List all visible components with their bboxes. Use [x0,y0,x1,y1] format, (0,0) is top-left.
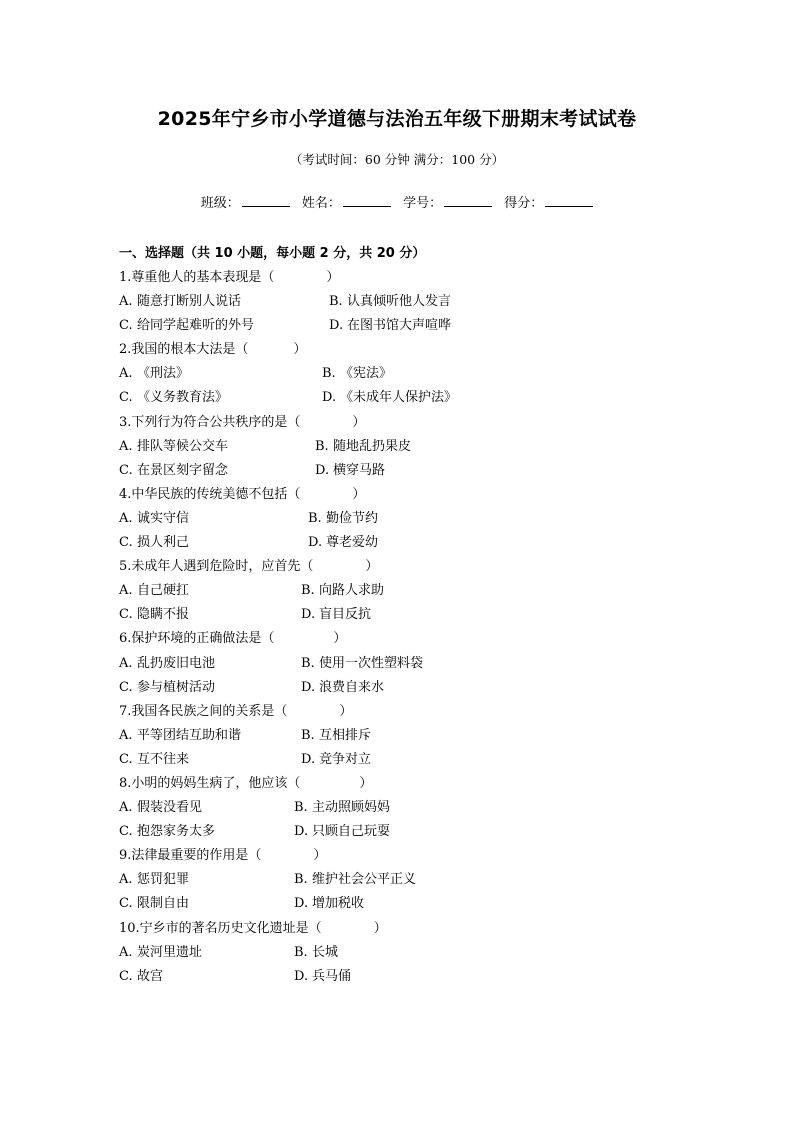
option-row [119,290,679,314]
closing-paren: ） [352,414,366,430]
answer-option[interactable] [308,531,378,555]
option-text: 《刑法》 [137,366,190,382]
question-text: 10.宁乡市的著名历史文化遗址是（ [119,920,322,936]
answer-option[interactable] [119,362,189,386]
question-text: 5.未成年人遇到危险时，应首先（ [119,559,314,575]
option-text: 维护社会公平正义 [312,872,417,888]
answer-option[interactable] [301,676,384,700]
option-letter: A. [119,510,133,526]
option-text: 《未成年人保护法》 [340,390,458,406]
answer-option[interactable] [301,748,371,772]
option-text: 限制自由 [137,896,190,912]
question-stem [119,266,679,290]
answer-option[interactable] [119,748,189,772]
answer-option[interactable] [329,314,451,338]
answer-option[interactable] [119,676,215,700]
question-stem [119,627,679,651]
class-blank[interactable] [242,194,290,207]
student-info-line [0,192,794,211]
option-letter: C. [119,968,133,984]
question-stem [119,917,679,941]
option-text: 向路人求助 [319,583,385,599]
option-text: 勤俭节约 [326,510,379,526]
option-row [119,314,679,338]
closing-paren: ） [339,703,353,719]
option-text: 隐瞒不报 [137,607,190,623]
answer-option[interactable] [119,603,189,627]
answer-option[interactable] [119,868,189,892]
answer-option[interactable] [315,459,385,483]
answer-option[interactable] [119,386,228,410]
option-letter: D. [329,318,344,334]
option-letter: B. [301,655,315,671]
option-text: 随意打断别人说话 [137,294,242,310]
option-letter: D. [315,462,330,478]
question-stem [119,338,679,362]
option-row [119,579,679,603]
option-row [119,435,679,459]
option-row [119,868,679,892]
option-text: 长城 [312,944,339,960]
answer-option[interactable] [301,652,423,676]
option-text: 浪费自来水 [319,679,385,695]
option-text: 兵马俑 [312,968,352,984]
answer-option[interactable] [119,892,189,916]
option-row [119,724,679,748]
option-letter: D. [301,607,316,623]
option-row [119,531,679,555]
question-stem [119,772,679,796]
answer-option[interactable] [322,362,392,386]
question-list [119,266,679,989]
option-letter: C. [119,751,133,767]
option-text: 认真倾听他人发言 [347,294,452,310]
option-letter: A. [119,366,133,382]
option-text: 惩罚犯罪 [137,872,190,888]
option-letter: D. [308,535,323,551]
option-text: 只顾自己玩耍 [312,824,391,840]
closing-paren: ） [352,486,366,502]
name-label: 姓名： [301,196,341,211]
option-row [119,820,679,844]
question-stem [119,844,679,868]
option-text: 炭河里遗址 [137,944,203,960]
answer-option[interactable] [119,941,202,965]
question-stem [119,700,679,724]
option-text: 尊老爱幼 [326,535,379,551]
option-letter: A. [119,294,133,310]
answer-option[interactable] [301,579,384,603]
answer-option[interactable] [119,314,254,338]
student-id-label: 学号： [403,196,443,211]
option-text: 故宫 [137,968,164,984]
question-text: 6.保护环境的正确做法是（ [119,631,275,647]
option-text: 使用一次性塑料袋 [319,655,424,671]
option-row [119,965,679,989]
class-label: 班级： [200,196,240,211]
option-text: 互相排斥 [319,727,372,743]
option-letter: A. [119,944,133,960]
option-letter: C. [119,607,133,623]
option-row [119,459,679,483]
option-text: 盲目反抗 [319,607,372,623]
student-id-field [403,192,492,211]
option-letter: B. [294,800,308,816]
option-letter: D. [294,896,309,912]
option-letter: B. [322,366,336,382]
option-text: 增加税收 [312,896,365,912]
answer-option[interactable] [315,435,411,459]
closing-paren: ） [359,775,373,791]
answer-option[interactable] [294,892,364,916]
option-text: 平等团结互助和谐 [137,727,242,743]
option-text: 诚实守信 [137,510,190,526]
option-letter: A. [119,583,133,599]
answer-option[interactable] [294,941,338,965]
closing-paren: ） [333,631,347,647]
closing-paren: ） [313,848,327,864]
exam-subtitle: （考试时间：60 分钟 满分：100 分） [289,152,505,167]
answer-option[interactable] [119,820,215,844]
option-text: 损人利己 [137,535,190,551]
option-letter: B. [329,294,343,310]
option-letter: A. [119,872,133,888]
closing-paren: ） [293,342,307,358]
option-text: 主动照顾妈妈 [312,800,391,816]
answer-option[interactable] [119,290,241,314]
option-letter: C. [119,535,133,551]
option-letter: A. [119,438,133,454]
option-letter: D. [322,390,337,406]
option-letter: A. [119,655,133,671]
answer-option[interactable] [329,290,451,314]
name-field [302,192,391,211]
answer-option[interactable] [301,724,371,748]
question-stem [119,555,679,579]
option-row [119,652,679,676]
answer-option[interactable] [119,435,228,459]
option-letter: B. [308,510,322,526]
option-letter: B. [301,727,315,743]
answer-option[interactable] [119,965,163,989]
question-text: 9.法律最重要的作用是（ [119,848,262,864]
answer-option[interactable] [119,796,202,820]
option-letter: D. [301,679,316,695]
closing-paren: ） [365,559,379,575]
answer-option[interactable] [119,531,189,555]
closing-paren: ） [373,920,387,936]
option-text: 《宪法》 [340,366,393,382]
question-text: 2.我国的根本大法是（ [119,342,249,358]
option-row [119,796,679,820]
question-stem [119,411,679,435]
option-letter: C. [119,824,133,840]
exam-title: 2025年宁乡市小学道德与法治五年级下册期末考试试卷 [157,108,637,130]
option-letter: C. [119,318,133,334]
option-text: 在景区刻字留念 [137,462,229,478]
option-letter: D. [294,824,309,840]
option-letter: C. [119,679,133,695]
option-row [119,386,679,410]
option-row [119,362,679,386]
answer-option[interactable] [119,652,215,676]
score-field [504,192,593,211]
option-row [119,941,679,965]
option-text: 参与植树活动 [137,679,216,695]
option-text: 假装没看见 [137,800,203,816]
option-text: 横穿马路 [333,462,386,478]
option-letter: A. [119,800,133,816]
name-blank[interactable] [343,194,391,207]
answer-option[interactable] [294,796,390,820]
answer-option[interactable] [294,820,390,844]
option-letter: D. [294,968,309,984]
score-label: 得分： [504,196,544,211]
option-text: 自己硬扛 [137,583,190,599]
question-text: 3.下列行为符合公共秩序的是（ [119,414,301,430]
option-letter: D. [301,751,316,767]
option-row [119,892,679,916]
option-text: 抱怨家务太多 [137,824,216,840]
option-text: 排队等候公交车 [137,438,229,454]
question-text: 1.尊重他人的基本表现是（ [119,270,275,285]
question-stem [119,483,679,507]
option-text: 竞争对立 [319,751,372,767]
option-row [119,676,679,700]
answer-option[interactable] [308,507,378,531]
question-text: 7.我国各民族之间的关系是（ [119,703,288,719]
option-letter: A. [119,727,133,743]
option-letter: B. [294,944,308,960]
closing-paren: ） [326,270,340,285]
answer-option[interactable] [322,386,457,410]
option-text: 《义务教育法》 [137,390,229,406]
answer-option[interactable] [294,868,416,892]
class-field [201,192,290,211]
option-letter: B. [294,872,308,888]
option-letter: B. [301,583,315,599]
option-row [119,748,679,772]
answer-option[interactable] [294,965,351,989]
option-letter: C. [119,390,133,406]
option-row [119,507,679,531]
score-blank[interactable] [545,194,593,207]
option-text: 随地乱扔果皮 [333,438,412,454]
option-text: 在图书馆大声喧哗 [347,318,452,334]
answer-option[interactable] [119,724,241,748]
section-heading: 一、选择题（共 10 小题，每小题 2 分，共 20 分） [119,246,426,261]
student-id-blank[interactable] [444,194,492,207]
option-letter: C. [119,896,133,912]
option-letter: C. [119,462,133,478]
option-text: 给同学起难听的外号 [137,318,255,334]
answer-option[interactable] [301,603,371,627]
question-text: 8.小明的妈妈生病了，他应该（ [119,775,301,791]
option-text: 互不往来 [137,751,190,767]
option-letter: B. [315,438,329,454]
question-text: 4.中华民族的传统美德不包括（ [119,486,301,502]
option-text: 乱扔废旧电池 [137,655,216,671]
option-row [119,603,679,627]
answer-option[interactable] [119,459,228,483]
answer-option[interactable] [119,579,189,603]
answer-option[interactable] [119,507,189,531]
